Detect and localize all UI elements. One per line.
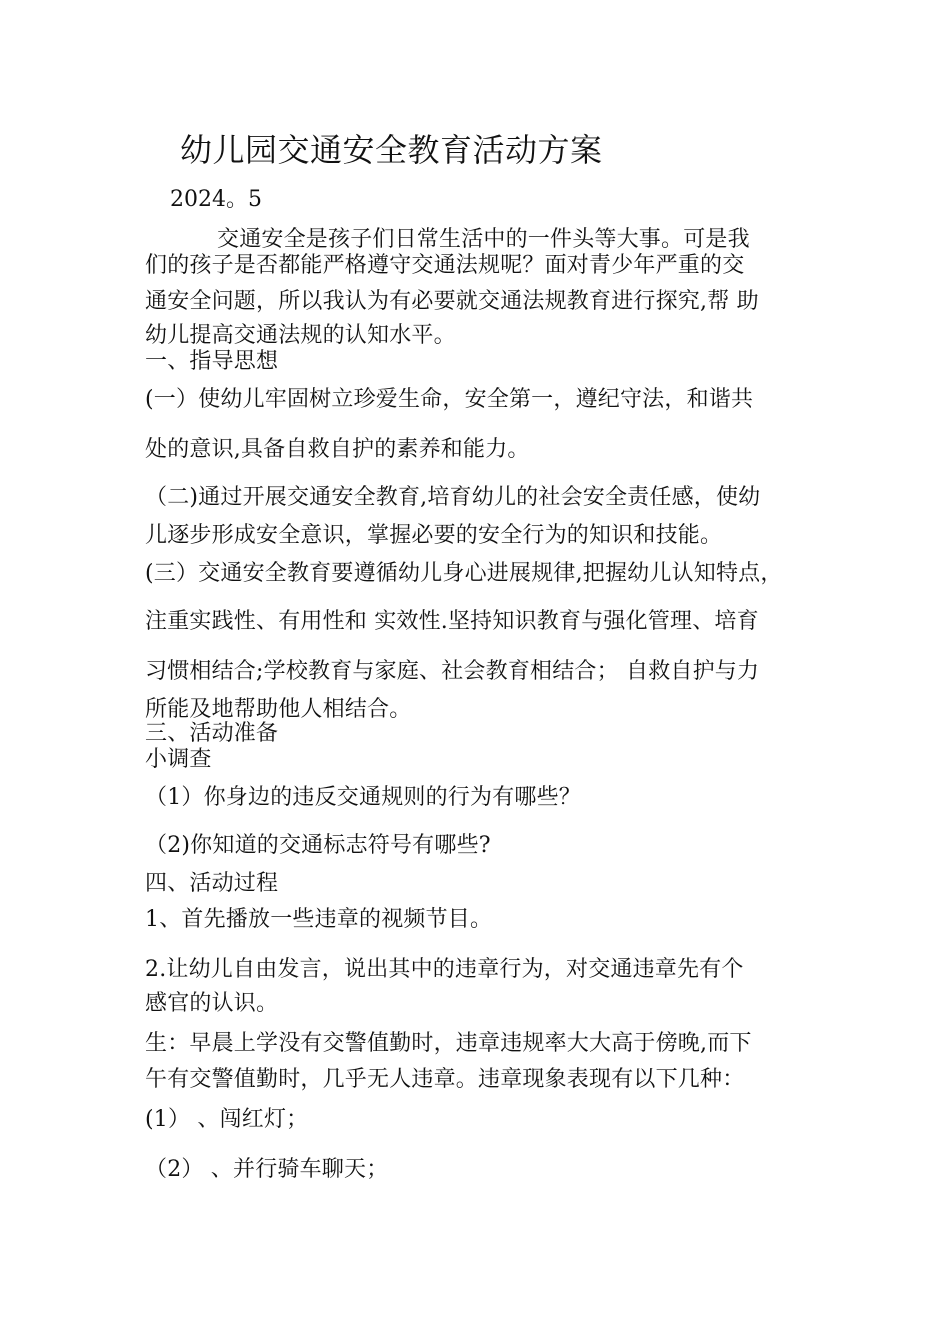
section-heading: 三、活动准备 (145, 721, 279, 746)
paragraph-line: 感官的认识。 (145, 991, 279, 1016)
section-heading: 四、活动过程 (145, 871, 279, 896)
paragraph-line: 2.让幼儿自由发言，说出其中的违章行为，对交通违章先有个 (145, 957, 744, 982)
paragraph-line: 交通安全是孩子们日常生活中的一件头等大事。可是我 (217, 227, 750, 252)
paragraph-line: 所能及地帮助他人相结合。 (145, 697, 412, 722)
list-item: （2)你知道的交通标志符号有哪些? (145, 833, 491, 858)
paragraph-line: 注重实践性、有用性和 实效性.坚持知识教育与强化管理、培育 (145, 609, 759, 634)
document-date: 2024。5 (170, 187, 262, 212)
subheading: 小调查 (145, 747, 212, 772)
paragraph-line: 1、首先播放一些违章的视频节目。 (145, 907, 493, 932)
paragraph-line: (一）使幼儿牢固树立珍爱生命，安全第一，遵纪守法，和谐共 (145, 387, 754, 412)
paragraph-line: 幼儿提高交通法规的认知水平。 (145, 323, 456, 348)
list-item: （1）你身边的违反交通规则的行为有哪些？ (145, 785, 581, 810)
list-item: (1） 、闯红灯； (145, 1107, 309, 1132)
document-title: 幼儿园交通安全教育活动方案 (180, 131, 603, 169)
paragraph-line: 习惯相结合;学校教育与家庭、社会教育相结合； 自救自护与力 (145, 659, 760, 684)
paragraph-line: （二)通过开展交通安全教育,培育幼儿的社会安全责任感，使幼 (145, 485, 761, 510)
section-heading: 一、指导思想 (145, 349, 279, 374)
list-item: （2） 、并行骑车聊天； (145, 1157, 389, 1182)
paragraph-line: (三）交通安全教育要遵循幼儿身心进展规律,把握幼儿认知特点， (145, 561, 783, 586)
paragraph-line: 通安全问题，所以我认为有必要就交通法规教育进行探究,帮 助 (145, 289, 759, 314)
paragraph-line: 午有交警值勤时，几乎无人违章。违章现象表现有以下几种： (145, 1067, 745, 1092)
paragraph-line: 儿逐步形成安全意识，掌握必要的安全行为的知识和技能。 (145, 523, 723, 548)
paragraph-line: 们的孩子是否都能严格遵守交通法规呢？面对青少年严重的交 (145, 253, 745, 278)
paragraph-line: 生：早晨上学没有交警值勤时，违章违规率大大高于傍晚,而下 (145, 1031, 752, 1056)
paragraph-line: 处的意识,具备自救自护的素养和能力。 (145, 437, 530, 462)
